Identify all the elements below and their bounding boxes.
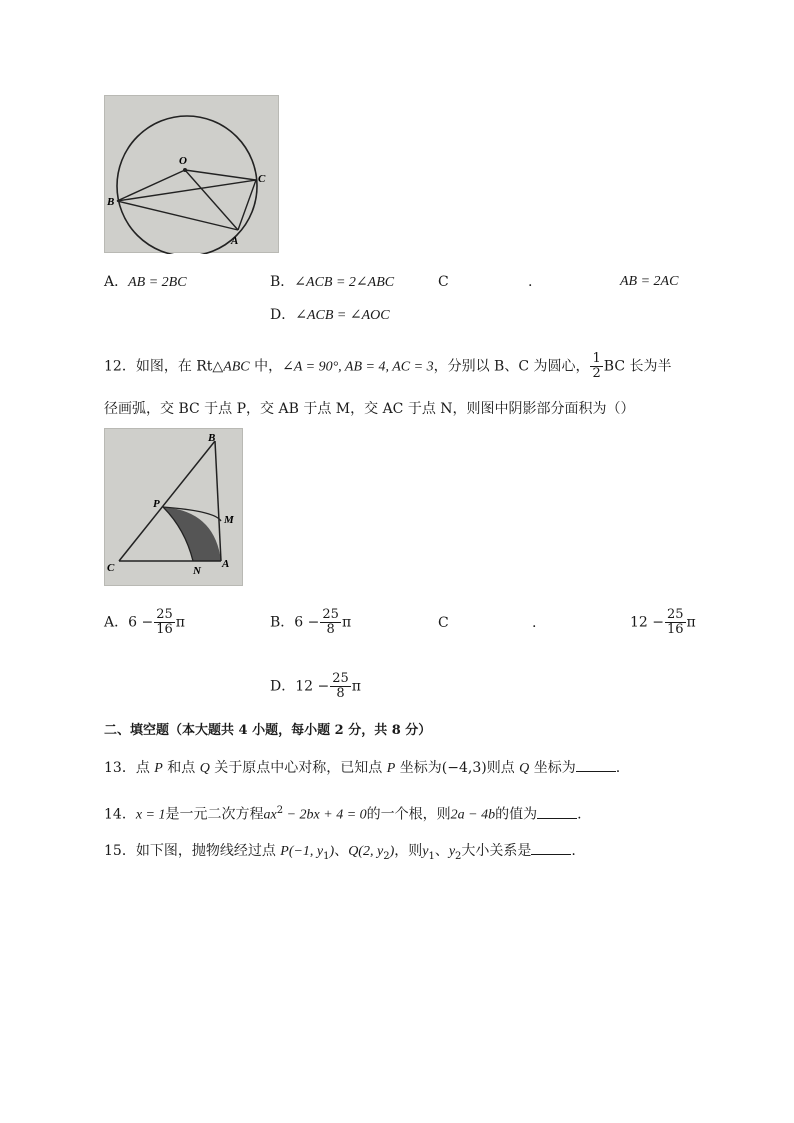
q12-stem-line2: 径画弧，交 BC 于点 P，交 AB 于点 M，交 AC 于点 N，则图中阴影部分面积为（） [104,401,635,417]
circle-outline [117,116,257,254]
label-n: N [193,565,201,577]
label-c: C [107,562,115,574]
q11-option-c-expr: AB = 2AC [620,274,679,289]
triangle-diagram [105,429,244,587]
q11-figure [104,95,279,253]
fraction-one-half: $\frac{1}{2}$ [592,351,601,381]
section-heading: 二、填空题（本大题共 4 小题，每小题 2 分，共 8 分） [104,723,432,738]
fraction: $\frac{25}{16}$ [667,607,684,637]
label-p: P [153,498,160,510]
label-a: A [222,558,230,570]
label-b: B [208,432,216,444]
q12-option-b[interactable]: B．6 − $\frac{25}{8}$ π [270,607,352,637]
answer-blank[interactable] [531,840,571,855]
segment-oc [185,170,256,180]
q12-option-c-letter[interactable]: C [438,615,449,631]
label-a: A [231,235,239,247]
center-point [183,168,187,172]
q12-option-c-dot: . [532,615,537,631]
segment-bc [117,180,256,201]
label-c: C [258,173,266,185]
q11-option-a[interactable]: A．AB = 2BC [104,274,187,290]
q12-option-d[interactable]: D．12 − $\frac{25}{8}$ π [270,671,361,701]
segment-ba [117,201,238,230]
segment-oa [185,170,238,230]
question-15: 15．如下图，抛物线经过点 P(−1, $y_1$)、Q(2, $y_2$)，则$y_1$、$y_2$大小关系是 . [104,840,576,867]
circle-diagram [105,96,280,254]
fraction: $\frac{25}{8}$ [322,607,339,637]
question-14: 14．x = 1是一元二次方程$ax^2 - 2bx + 4 = 0$的一个根，则2a − 4b的值为 . [104,805,582,823]
q11-option-b[interactable]: B．∠ACB = 2∠ABC [270,274,395,290]
q12-option-a[interactable]: A．6 − $\frac{25}{16}$ π [104,607,185,637]
q11-option-c-letter[interactable]: C [438,274,449,290]
q12-figure [104,428,243,586]
question-13: 13．点 P 和点 Q 关于原点中心对称，已知点 P 坐标为(−4,3)则点 Q 坐标为 . [104,757,620,779]
answer-blank[interactable] [576,757,616,772]
answer-blank[interactable] [537,804,577,819]
label-b: B [107,196,115,208]
fraction: $\frac{25}{8}$ [332,671,349,701]
label-o: O [179,155,187,167]
q11-option-c-dot: . [528,274,533,290]
q12-stem-line1: 12．如图，在 Rt△ABC 中，∠A = 90°, AB = 4, AC = 3，分别以 B、C 为圆心， $\frac{1}{2}$ BC 长为半 [104,351,672,381]
label-m: M [224,514,234,526]
fraction: $\frac{25}{16}$ [156,607,173,637]
q12-option-c-expr: 12 − $\frac{25}{16}$ π [630,607,696,637]
q11-option-d[interactable]: D．∠ACB = ∠AOC [270,307,390,323]
